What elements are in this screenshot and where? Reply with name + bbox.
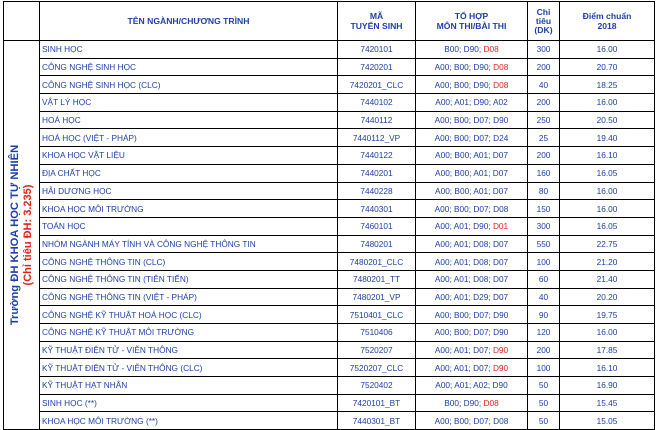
table-row [4,111,655,129]
quota: 200 [528,58,560,76]
quota: 300 [528,217,560,235]
subject-combination [416,253,528,271]
subject-combination [416,111,528,129]
subject-combination [416,41,528,59]
admission-code: 7420201_CLC [338,76,416,94]
major-name: CÔNG NGHỆ KỸ THUẬT HOÁ HỌC (CLC) [40,306,338,324]
cutoff-score: 16.00 [560,94,655,112]
cutoff-score: 19.75 [560,306,655,324]
subject-combination [416,359,528,377]
subject-combination [416,76,528,94]
major-name: CÔNG NGHỆ KỸ THUẬT MÔI TRƯỜNG [40,324,338,342]
combo-part: A00; A01; D08; D07 [434,274,509,285]
combo-part: A00; B00; A01; D07 [435,185,508,196]
combo-highlight: D08 [493,62,509,73]
combo-part: A00; B00; D90; [434,62,494,73]
quota: 80 [528,182,560,200]
quota: 90 [528,306,560,324]
table-row [4,341,655,359]
quota: 40 [528,288,560,306]
subject-combination [416,341,528,359]
header-school-blank [4,2,40,41]
combo-highlight: D08 [493,79,509,90]
cutoff-score: 15.05 [560,412,655,430]
combo-part: A00; A01; D07; [434,362,493,373]
header-row [4,2,655,41]
header-quota: Chỉ tiêu (DK) [528,2,560,41]
combo-part: A00; B00; D07; D08 [434,415,509,426]
subject-combination [416,235,528,253]
admission-code: 7510401_CLC [338,306,416,324]
cutoff-score: 16.10 [560,359,655,377]
cutoff-score: 15.45 [560,394,655,412]
subject-combination [416,394,528,412]
major-name: SINH HỌC (**) [40,394,338,412]
cutoff-score: 19.40 [560,129,655,147]
admission-code: 7460101 [338,217,416,235]
combo-part: A00; A01; A02; D90 [435,380,508,391]
cutoff-score: 20.70 [560,58,655,76]
combo-part: A00; B00; D07; D08 [434,203,509,214]
table-row [4,412,655,430]
major-name: VẬT LÝ HỌC [40,94,338,112]
combo-part: A00; B00; D07; D24 [434,132,509,143]
table-row [4,253,655,271]
subject-combination [416,324,528,342]
combo-part: A00; A01; D90; [434,221,493,232]
major-name: KỸ THUẬT HẠT NHÂN [40,377,338,395]
subject-combination [416,412,528,430]
table-row [4,147,655,165]
cutoff-score: 21.40 [560,270,655,288]
quota: 100 [528,253,560,271]
cutoff-score: 16.90 [560,377,655,395]
quota: 40 [528,76,560,94]
admission-code: 7420101 [338,41,416,59]
subject-combination [416,94,528,112]
table-row [4,359,655,377]
table-row [4,94,655,112]
admission-code: 7510406 [338,324,416,342]
table-row [4,324,655,342]
cutoff-score: 16.05 [560,217,655,235]
table-row [4,377,655,395]
table-row [4,58,655,76]
subject-combination [416,164,528,182]
admission-code: 7440301 [338,200,416,218]
major-name: SINH HỌC [40,41,338,59]
table-row [4,270,655,288]
cutoff-score: 21.20 [560,253,655,271]
quota: 200 [528,94,560,112]
subject-combination [416,217,528,235]
quota: 150 [528,200,560,218]
combo-part: A00; B00; D07; D90 [434,309,509,320]
admission-code: 7480201 [338,235,416,253]
major-name: ĐỊA CHẤT HỌC [40,164,338,182]
major-name: CÔNG NGHỆ THÔNG TIN (TIÊN TIẾN) [40,270,338,288]
major-name: CÔNG NGHỆ SINH HỌC (CLC) [40,76,338,94]
cutoff-score: 16.05 [560,164,655,182]
admission-code: 7520207 [338,341,416,359]
major-name: CÔNG NGHỆ THÔNG TIN (CLC) [40,253,338,271]
combo-part: A00; B00; D07; D90 [434,115,509,126]
header-code: MÃ TUYỂN SINH [338,2,416,41]
admission-code: 7440201 [338,164,416,182]
cutoff-score: 18.25 [560,76,655,94]
quota: 25 [528,129,560,147]
major-name: KHOA HỌC VẬT LIỆU [40,147,338,165]
quota: 120 [528,324,560,342]
school-name: Trường ĐH KHOA HỌC TỰ NHIÊN [8,144,21,326]
subject-combination [416,147,528,165]
subject-combination [416,182,528,200]
school-label [9,45,35,425]
school-quota-note: (Chỉ tiêu ĐH: 3.235) [21,184,34,286]
admission-code: 7480201_VP [338,288,416,306]
admission-code: 7420101_BT [338,394,416,412]
combo-highlight: D90 [492,345,509,356]
combo-part: A00; B00; A01; D07 [435,168,508,179]
major-name: KHOA HỌC MÔI TRƯỜNG (**) [40,412,338,430]
quota: 250 [528,111,560,129]
table-row [4,200,655,218]
major-name: KHOA HỌC MÔI TRƯỜNG [40,200,338,218]
quota: 550 [528,235,560,253]
header-major: TÊN NGÀNH/CHƯƠNG TRÌNH [40,2,338,41]
cutoff-score: 20.20 [560,288,655,306]
header-combo: TỔ HỢP MÔN THI/BÀI THI [416,2,528,41]
admission-code: 7480201_CLC [338,253,416,271]
major-name: KỸ THUẬT ĐIỆN TỬ - VIỄN THÔNG [40,341,338,359]
quota: 200 [528,147,560,165]
subject-combination [416,129,528,147]
admission-score-table [3,1,655,430]
combo-part: A00; A01; D90; A02 [435,97,508,108]
table-row [4,306,655,324]
combo-highlight: D08 [483,44,499,55]
subject-combination [416,377,528,395]
combo-highlight: D08 [483,398,499,409]
admission-code: 7440112 [338,111,416,129]
admission-code: 7440301_BT [338,412,416,430]
subject-combination [416,58,528,76]
subject-combination [416,200,528,218]
school-cell [4,41,40,430]
admission-code: 7420201 [338,58,416,76]
cutoff-score: 16.00 [560,200,655,218]
combo-part: A00; B00; D07; D90 [434,327,509,338]
admission-code: 7440122 [338,147,416,165]
subject-combination [416,288,528,306]
cutoff-score: 20.50 [560,111,655,129]
combo-part: A00; A01; D08; D07 [434,256,509,267]
quota: 50 [528,394,560,412]
admission-code: 7440228 [338,182,416,200]
major-name: TOÁN HỌC [40,217,338,235]
combo-part: B00; D90; [444,44,484,55]
combo-part: A00; B00; D90; [434,79,494,90]
major-name: HOÁ HỌC (VIỆT - PHÁP) [40,129,338,147]
table-row [4,164,655,182]
cutoff-score: 16.00 [560,324,655,342]
major-name: NHÓM NGÀNH MÁY TÍNH VÀ CÔNG NGHỆ THÔNG TIN [40,235,338,253]
table-row [4,129,655,147]
admission-code: 7480201_TT [338,270,416,288]
table-body [4,41,655,430]
admission-code: 7440102 [338,94,416,112]
cutoff-score: 17.85 [560,341,655,359]
quota: 50 [528,377,560,395]
quota: 300 [528,41,560,59]
combo-highlight: D90 [492,362,509,373]
combo-part: A00; A01; D29; D07 [434,291,509,302]
admission-code: 7520402 [338,377,416,395]
combo-part: A00; A01; D07; [434,345,493,356]
combo-part: A00; A01; D08; D07 [434,238,509,249]
quota: 60 [528,270,560,288]
major-name: CÔNG NGHỆ THÔNG TIN (VIỆT - PHÁP) [40,288,338,306]
cutoff-score: 16.10 [560,147,655,165]
admission-code: 7440112_VP [338,129,416,147]
quota: 50 [528,412,560,430]
major-name: HOÁ HỌC [40,111,338,129]
subject-combination [416,306,528,324]
cutoff-score: 16.00 [560,41,655,59]
subject-combination [416,270,528,288]
quota: 200 [528,341,560,359]
table-row [4,235,655,253]
combo-part: B00; D90; [444,398,484,409]
table-row [4,76,655,94]
major-name: HẢI DƯƠNG HỌC [40,182,338,200]
combo-highlight: D01 [492,221,509,232]
major-name: KỸ THUẬT ĐIỆN TỬ - VIỄN THÔNG (CLC) [40,359,338,377]
major-name: CÔNG NGHỆ SINH HỌC [40,58,338,76]
quota: 160 [528,164,560,182]
table-row [4,288,655,306]
cutoff-score: 16.00 [560,182,655,200]
table-row [4,394,655,412]
header-score: Điểm chuẩn 2018 [560,2,655,41]
quota: 100 [528,359,560,377]
cutoff-score: 22.75 [560,235,655,253]
combo-part: A00; B00; A01; D07 [435,150,508,161]
admission-code: 7520207_CLC [338,359,416,377]
table-row [4,182,655,200]
table-row [4,41,655,59]
table-row [4,217,655,235]
